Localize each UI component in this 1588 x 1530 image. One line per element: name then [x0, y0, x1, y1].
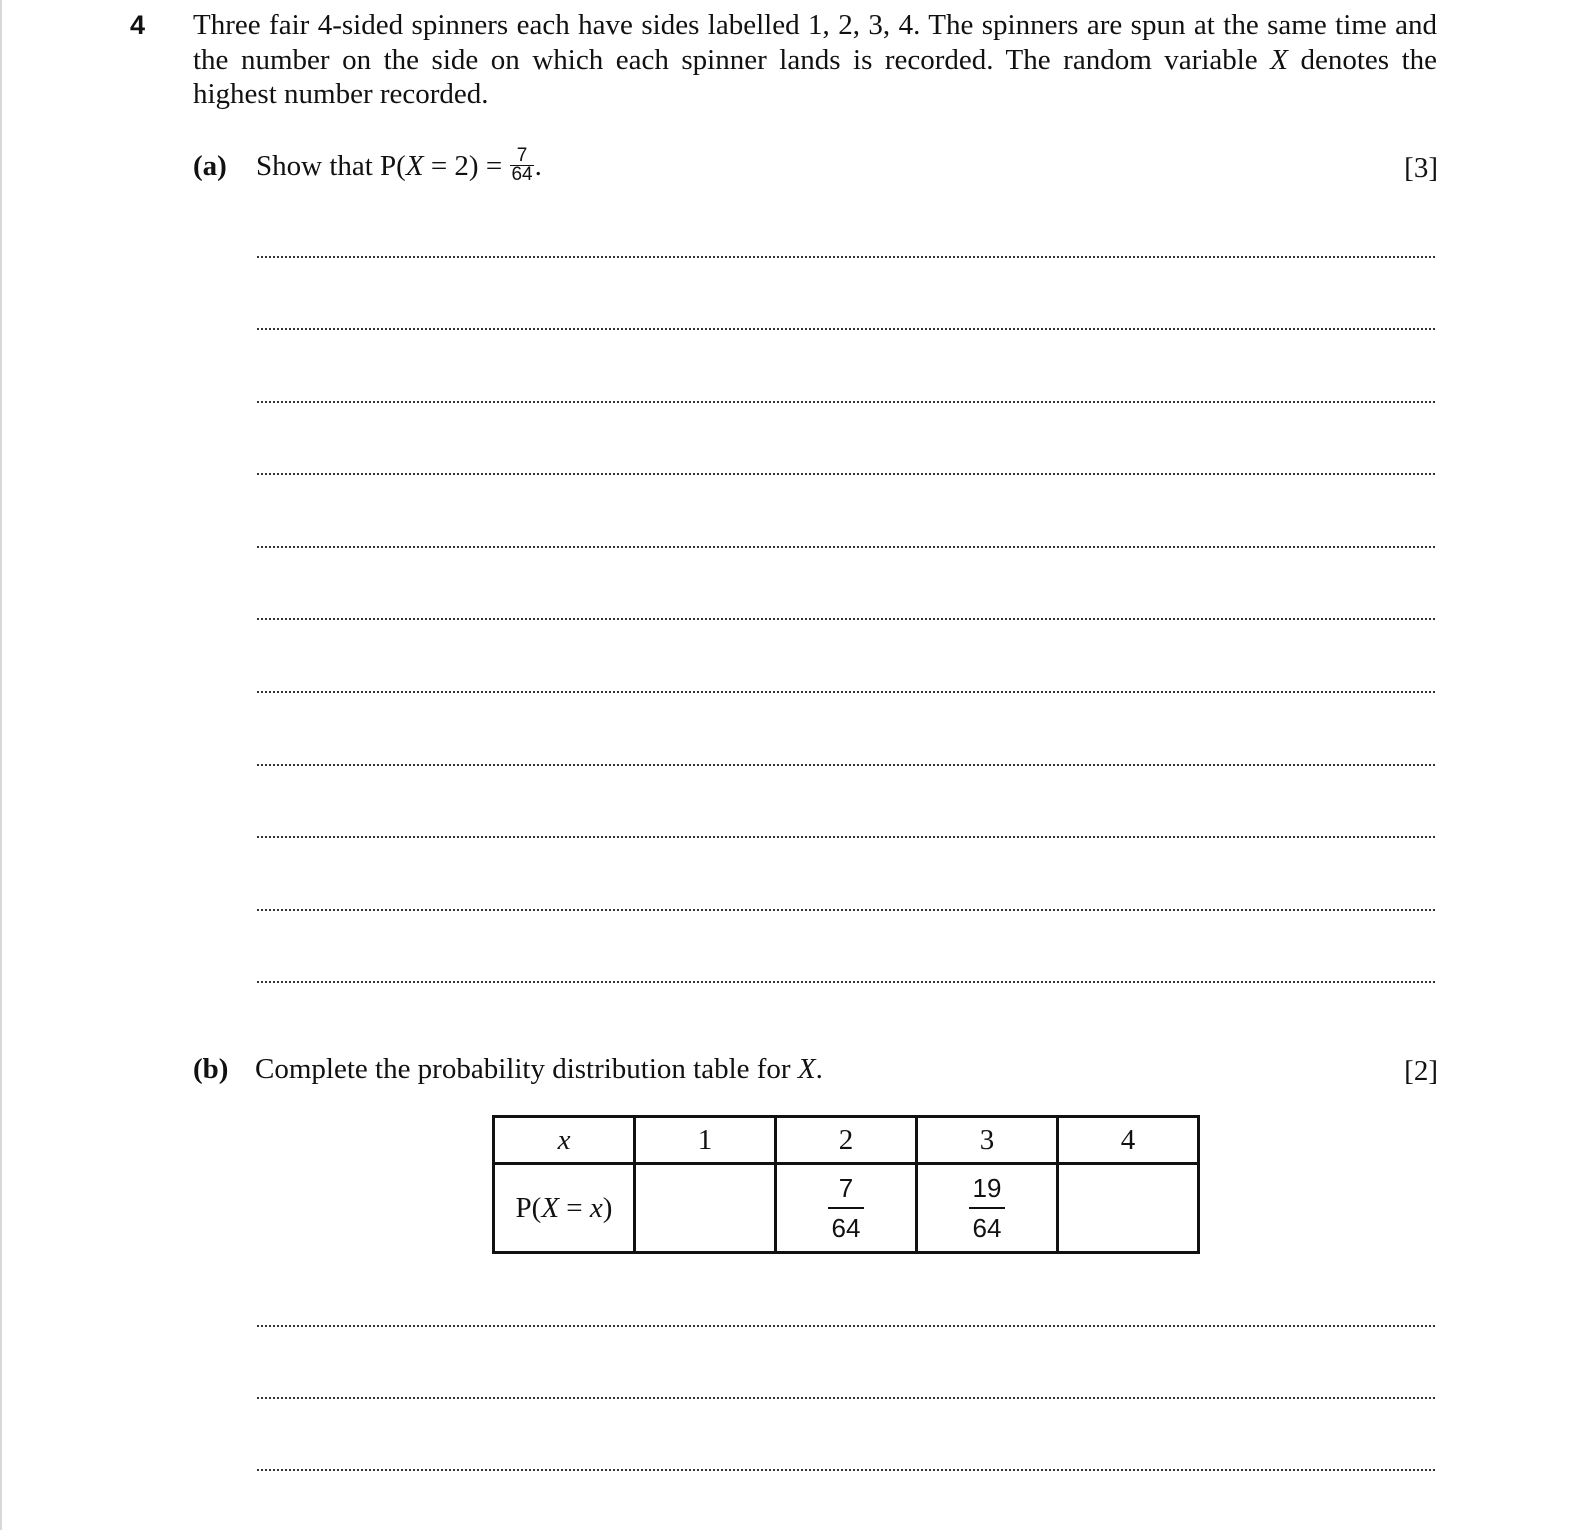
answer-line[interactable] [257, 909, 1435, 911]
question-number: 4 [130, 10, 146, 40]
answer-line[interactable] [257, 1397, 1435, 1399]
part-b-marks: [2] [1404, 1055, 1438, 1087]
part-a-marks: [3] [1404, 152, 1438, 184]
part-a-text-middle: = 2) = [423, 150, 510, 183]
stem-variable-x: X [1270, 43, 1288, 76]
answer-line[interactable] [257, 328, 1435, 330]
part-a-frac-num: 7 [510, 147, 533, 166]
table-x-value: 2 [776, 1117, 917, 1164]
table-header-x [494, 1117, 635, 1164]
probability-cell-4-blank[interactable] [1058, 1164, 1199, 1253]
part-b-prompt [255, 1053, 823, 1086]
part-b-variable: X [797, 1053, 816, 1085]
probability-fraction [828, 1172, 865, 1244]
probability-fraction [969, 1172, 1006, 1244]
stem-text: Three fair 4-sided spinners each have sides labelled 1, 2, 3, 4. The spinners are spun at the same time and the number on the side on which each spinner lands is recorded. The random variable X denotes the highest number recorded. [193, 9, 1437, 110]
answer-line[interactable] [257, 836, 1435, 838]
fraction-denominator: 64 [831, 1212, 861, 1243]
answer-line[interactable] [257, 546, 1435, 548]
answer-line[interactable] [257, 1325, 1435, 1327]
question-stem [193, 8, 1437, 112]
part-a-label: (a) [193, 150, 227, 182]
probability-cell-3 [917, 1164, 1058, 1253]
fraction-numerator: 19 [969, 1172, 1006, 1209]
x-symbol: x [557, 1123, 571, 1156]
table-x-value: 4 [1058, 1117, 1199, 1164]
table-row-probability [494, 1164, 1199, 1253]
part-b-text-before: Complete the probability distribution table for [255, 1053, 798, 1085]
part-a-text-before: Show that P( [256, 150, 406, 183]
answer-line[interactable] [257, 691, 1435, 693]
probability-cell-2 [776, 1164, 917, 1253]
prob-header-post: ) [602, 1191, 613, 1224]
answer-line[interactable] [257, 981, 1435, 983]
fraction-numerator: 7 [828, 1172, 865, 1209]
part-a-frac-den: 64 [511, 164, 533, 185]
prob-header-mid: = [559, 1191, 590, 1224]
answer-line[interactable] [257, 473, 1435, 475]
answer-line[interactable] [257, 1469, 1435, 1471]
table-x-value: 1 [635, 1117, 776, 1164]
answer-line[interactable] [257, 256, 1435, 258]
table-x-value: 3 [917, 1117, 1058, 1164]
answer-line[interactable] [257, 764, 1435, 766]
part-a-text-after: . [534, 150, 542, 183]
answer-line[interactable] [257, 401, 1435, 403]
prob-header-x: x [589, 1191, 603, 1224]
fraction-denominator: 64 [972, 1212, 1002, 1243]
probability-distribution-table [492, 1115, 1200, 1254]
part-b-text-after: . [815, 1053, 823, 1085]
page-left-edge [0, 0, 2, 1530]
probability-cell-1-blank[interactable] [635, 1164, 776, 1253]
answer-line[interactable] [257, 618, 1435, 620]
part-a-fraction [510, 147, 533, 184]
part-a-variable: X [405, 150, 424, 183]
part-a-prompt [256, 145, 542, 187]
prob-header-X: X [541, 1191, 560, 1224]
prob-header-pre: P( [515, 1191, 542, 1224]
part-b-label: (b) [193, 1053, 229, 1085]
table-row-x [494, 1117, 1199, 1164]
table-header-probability [494, 1164, 635, 1253]
